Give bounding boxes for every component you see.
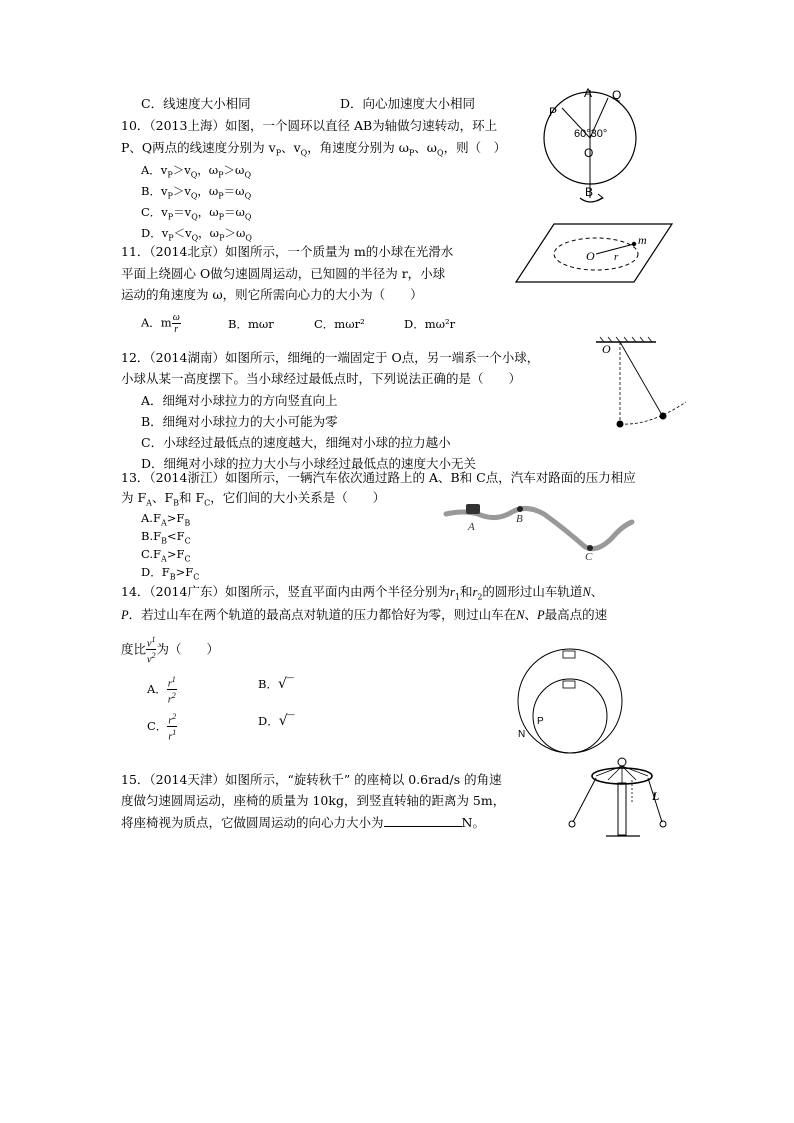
label-p: P (537, 716, 544, 727)
car-top-p (563, 681, 575, 688)
ball-high (660, 413, 667, 420)
q10-stem-line2: P、Q两点的线速度分别为 $v_P$、$v_Q$，角速度分别为 $\omega_P$、$\omega_Q$，则（ ） (121, 140, 507, 158)
q12-stem-line1: 12．（2014湖南）如图所示，细绳的一端固定于 O点，另一端系一个小球， (121, 350, 540, 365)
q10-option-a: A．$v_P>v_Q$，$\omega_P>\omega_Q$ (141, 163, 251, 180)
q14-option-b: B．√‾ (258, 676, 294, 692)
q13-stem-line2: 为 $F_A$、$F_B$和 $F_C$，它们间的大小关系是（ ） (121, 490, 386, 508)
label-b: B (585, 185, 594, 199)
q13-option-b: $B.F_B<F_C$ (141, 529, 191, 546)
q10-option-c: C．$v_P=v_Q$，$\omega_P=\omega_Q$ (141, 205, 252, 222)
seat-right (660, 821, 666, 827)
label-o: O (602, 342, 611, 356)
label-o: O (586, 249, 595, 263)
q14-stem-line3: 度比 $\frac{v^1}{v^2}$ 为（ ） (121, 635, 219, 666)
label-q: Q (612, 88, 622, 102)
q13-option-c: $C.F_A>F_C$ (141, 547, 191, 564)
label-n: N (518, 729, 526, 740)
q11-plane-figure (516, 222, 672, 284)
label-a: A (468, 521, 475, 533)
q13-road-figure (444, 500, 634, 562)
q9-option-c: C．线速度大小相同 (141, 96, 251, 111)
q11-stem-line1: 11．（2014北京）如图所示，一个质量为 m的小球在光滑水 (121, 244, 454, 259)
q9-option-d: D．向心加速度大小相同 (340, 96, 476, 111)
q11-option-b: B．mωr (228, 317, 274, 331)
label-angles: 60°30° (574, 128, 608, 140)
q13-stem-line1: 13．（2014浙江）如图所示，一辆汽车依次通过路上的 A、B和 C点，汽车对路面的压力相应 (121, 470, 636, 485)
q10-option-d: D．$v_P<v_Q$，$\omega_P>\omega_Q$ (141, 226, 252, 243)
q12-pendulum-figure (590, 336, 700, 436)
chain-left (573, 778, 596, 822)
label-a: A (584, 86, 593, 100)
label-c: C (585, 551, 593, 563)
top-knob (618, 758, 626, 766)
q15-swing-figure (566, 756, 684, 842)
ball (632, 242, 636, 246)
seat-left (569, 821, 575, 827)
q10-ring-figure (540, 86, 650, 208)
label-r: r (614, 251, 619, 263)
q15-stem-line3: 将座椅视为质点，它做圆周运动的向心力大小为 N。 (121, 815, 485, 830)
label-p: P (549, 105, 558, 119)
q12-option-d: D．细绳对小球的拉力大小与小球经过最低点的速度大小无关 (141, 456, 477, 471)
label-b: B (516, 513, 523, 525)
q15-stem-line2: 度做匀速圆周运动，座椅的质量为 10kg，到竖直转轴的距离为 5m， (121, 793, 506, 808)
car (466, 504, 480, 514)
q12-option-c: C．小球经过最低点的速度越大，细绳对小球的拉力越小 (141, 435, 451, 450)
q11-option-c: C．mωr² (314, 317, 365, 331)
q14-stem-line2: P．若过山车在两个轨道的最高点对轨道的压力都恰好为零，则过山车在N、P最高点的速 (121, 607, 608, 622)
q11-option-a: A．m $\frac{\omega}{r}$ (141, 312, 180, 335)
q10-option-b: B．$v_P>v_Q$，$\omega_P=\omega_Q$ (141, 184, 252, 201)
q12-option-b: B．细绳对小球拉力的大小可能为零 (141, 414, 338, 429)
q11-stem-line3: 运动的角速度为 ω，则它所需向心力的大小为（ ） (121, 287, 423, 302)
label-m: m (638, 233, 647, 247)
q10-stem-line1: 10．（2013上海）如图，一个圆环以直径 AB为轴做匀速转动，环上 (121, 118, 498, 133)
q14-stem-line1: 14．（2014广东）如图所示，竖直平面内由两个半径分别为$r_1$和$r_2$的圆形过山车轨道N、 (121, 584, 604, 602)
q13-option-d: D．$F_B>F_C$ (141, 565, 200, 582)
ball-low (617, 421, 624, 428)
swing-arc (620, 402, 686, 424)
pole (618, 783, 626, 835)
car-top-n (563, 651, 575, 658)
q12-option-a: A．细绳对小球拉力的方向竖直向上 (141, 393, 338, 408)
q14-option-a: A． $\frac{r^1}{r^2}$ (147, 675, 176, 706)
q12-stem-line2: 小球从某一高度摆下。当小球经过最低点时，下列说法正确的是（ ） (121, 371, 522, 386)
q13-option-a: $A.F_A>F_B$ (141, 511, 191, 528)
point-b (517, 506, 523, 512)
q15-stem-line1: 15．（2014天津）如图所示，“旋转秋千” 的座椅以 0.6rad/s 的角速 (121, 772, 502, 787)
answer-blank[interactable] (384, 814, 462, 827)
string (620, 342, 662, 415)
q14-loops-figure (512, 648, 632, 760)
label-l: L (652, 789, 660, 803)
q14-option-d: D．√‾ (258, 713, 295, 729)
label-o: O (584, 146, 594, 160)
q11-stem-line2: 平面上绕圆心 O做匀速圆周运动，已知圆的半径为 r，小球 (121, 266, 446, 281)
q11-option-d: D．mω²r (404, 317, 456, 331)
outer-track-n (518, 649, 622, 753)
inner-track-p (533, 679, 607, 753)
q14-option-c: C． $\frac{r^2}{r^1}$ (147, 712, 177, 743)
